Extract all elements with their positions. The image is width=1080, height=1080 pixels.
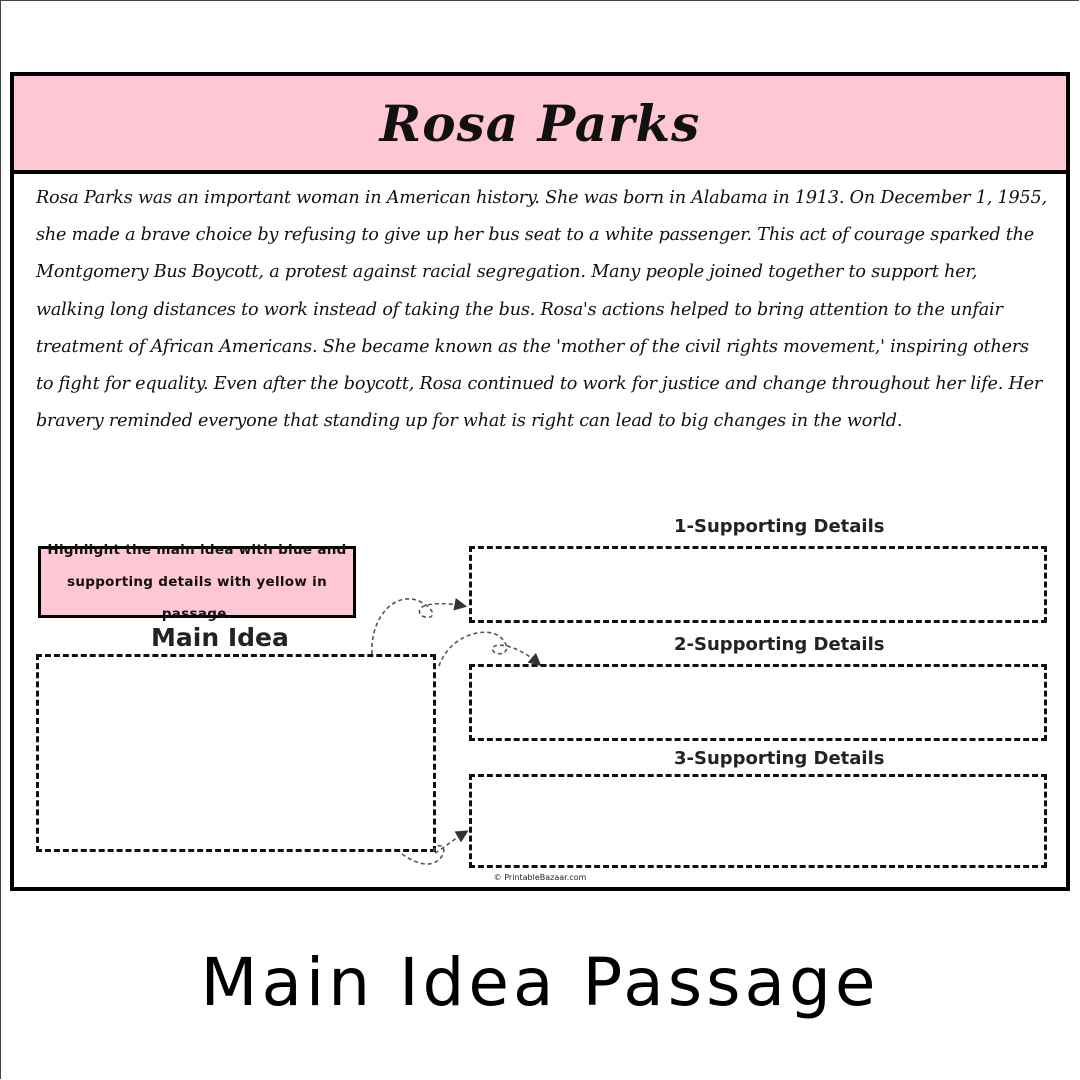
supporting-details-label-2: 2-Supporting Details <box>674 634 885 655</box>
caption-text: Main Idea Passage <box>200 944 880 1021</box>
arrow-to-detail-2 <box>439 632 539 666</box>
arrow-to-detail-1 <box>372 599 464 654</box>
worksheet-title: Rosa Parks <box>379 93 701 153</box>
supporting-details-label-3: 3-Supporting Details <box>674 748 885 769</box>
supporting-details-label-1: 1-Supporting Details <box>674 516 885 537</box>
instruction-text: Highlight the main idea with blue and supporting details with yellow in passage. <box>47 542 347 622</box>
main-idea-label: Main Idea <box>151 623 289 652</box>
connector-arrows <box>14 76 1066 887</box>
arrow-to-detail-3 <box>402 832 466 864</box>
worksheet <box>10 72 1070 891</box>
copyright-text: © PrintableBazaar.com <box>493 873 587 882</box>
reading-passage: Rosa Parks was an important woman in American history. She was born in Alabama in 1913. On December 1, 1955, she made a brave choice by refusing to give up her bus seat to a white passenger. This act of courage sparked the Montgomery Bus Boycott, a protest against racial segregation. Many people joined together to support her, walking long distances to work instead of taking the bus. Rosa's actions helped to bring attention to the unfair treatment of African Americans. She became known as the 'mother of the civil rights movement,' inspiring others to fight for equality. Even after the boycott, Rosa continued to work for justice and change throughout her life. Her bravery reminded everyone that standing up for what is right can lead to big changes in the world. <box>36 188 1047 432</box>
